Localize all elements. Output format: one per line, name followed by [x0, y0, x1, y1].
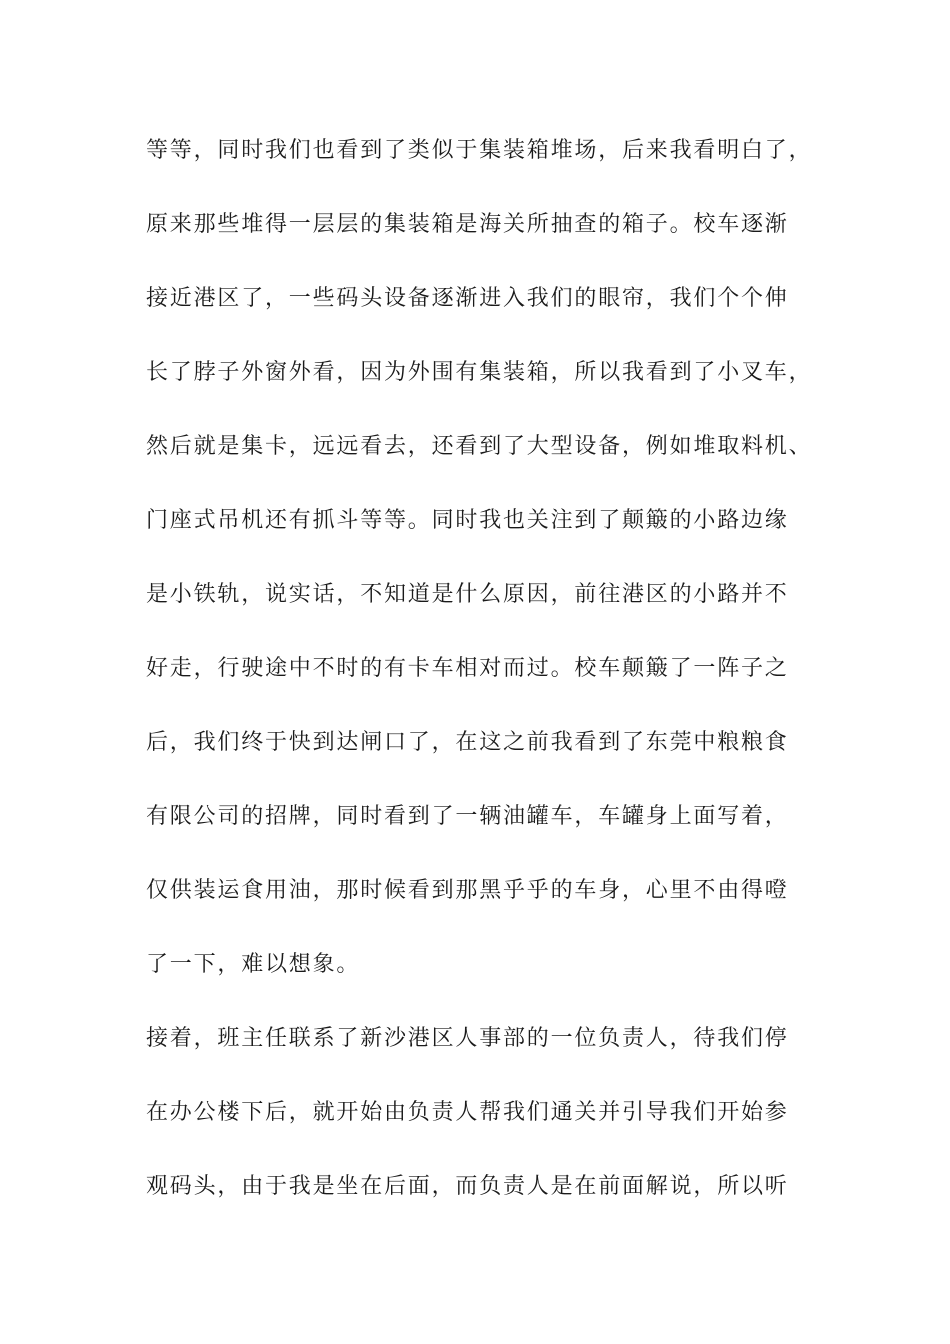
text-line: 是小铁轨，说实话，不知道是什么原因，前往港区的小路并不	[146, 582, 789, 607]
text-line: 观码头，由于我是坐在后面，而负责人是在前面解说，所以听	[146, 1174, 789, 1199]
text-line: 仅供装运食用油，那时候看到那黑乎乎的车身，心里不由得噔	[146, 878, 789, 903]
text-line: 有限公司的招牌，同时看到了一辆油罐车，车罐身上面写着，	[146, 804, 789, 829]
text-line: 原来那些堆得一层层的集装箱是海关所抽查的箱子。校车逐渐	[146, 212, 789, 237]
text-line: 好走，行驶途中不时的有卡车相对而过。校车颠簸了一阵子之	[146, 656, 789, 681]
text-line: 然后就是集卡，远远看去，还看到了大型设备，例如堆取料机、	[146, 434, 813, 459]
text-line: 门座式吊机还有抓斗等等。同时我也关注到了颠簸的小路边缘	[146, 508, 789, 533]
text-line: 接近港区了，一些码头设备逐渐进入我们的眼帘，我们个个伸	[146, 286, 789, 311]
text-line: 接着，班主任联系了新沙港区人事部的一位负责人，待我们停	[146, 1026, 789, 1051]
text-line: 在办公楼下后，就开始由负责人帮我们通关并引导我们开始参	[146, 1100, 789, 1125]
text-line: 后，我们终于快到达闸口了，在这之前我看到了东莞中粮粮食	[146, 730, 789, 755]
text-line: 长了脖子外窗外看，因为外围有集装箱，所以我看到了小叉车，	[146, 360, 813, 385]
text-line: 了一下，难以想象。	[146, 952, 361, 977]
text-line: 等等，同时我们也看到了类似于集装箱堆场，后来我看明白了，	[146, 138, 813, 163]
